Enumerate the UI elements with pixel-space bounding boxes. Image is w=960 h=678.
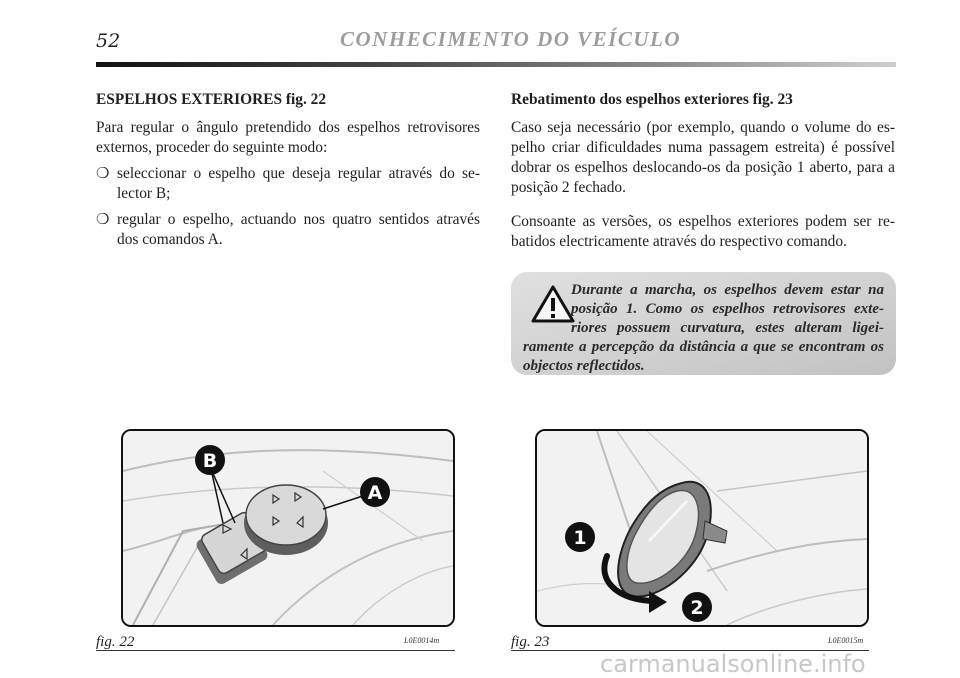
bullet-circle-icon: ❍	[96, 166, 110, 182]
figure-22-illustration	[121, 429, 455, 627]
figure-23-illustration	[535, 429, 869, 627]
header-rule	[96, 62, 896, 67]
list-item-text: regular o espelho, actuando nos quatro sentidos através dos comandos A.	[117, 211, 480, 248]
list-item	[96, 164, 480, 204]
folding-paragraph: Caso seja necessário (por exemplo, quando o volume do espelho criar dificuldades numa passagem estreita) é possível dobrar os espelhos deslocando-os da posição 1 aberto, para a posição 2 fechado.	[511, 119, 895, 196]
running-header: CONHECIMENTO DO VEÍCULO	[340, 27, 681, 51]
warning-box	[511, 272, 896, 375]
page-number: 52	[96, 30, 121, 52]
warning-text: Durante a marcha, os espelhos devem estar na posição 1. Como os espelhos retrovisores exteriores possuem curvatura, estes alteram ligeiramente a percepção da distância a que se encontram os objectos reflectidos.	[523, 282, 884, 374]
callout-2	[682, 592, 712, 622]
mirror-control-a	[244, 485, 328, 555]
svg-text:B: B	[202, 450, 218, 472]
callout-1	[565, 522, 595, 552]
warning-text-block	[523, 281, 884, 376]
figure-22-code: L0E0014m	[404, 636, 440, 645]
watermark-link[interactable]: carmanualsonline.info	[600, 650, 866, 678]
instruction-list	[96, 164, 480, 250]
svg-text:1: 1	[573, 527, 587, 549]
section-heading-exterior-mirrors: ESPELHOS EXTERIORES fig. 22	[96, 91, 327, 108]
figure-23-code: L0E0015m	[828, 636, 864, 645]
list-item	[96, 210, 480, 250]
svg-text:2: 2	[690, 597, 704, 619]
callout-a	[360, 477, 390, 507]
figure-22-caption: fig. 22	[96, 634, 135, 650]
right-column	[511, 90, 895, 258]
list-item-text: seleccionar o espelho que deseja regular através do selector B;	[117, 165, 480, 202]
intro-paragraph: Para regular o ângulo pretendido dos espelhos retrovisores externos, proceder do seguinte modo:	[96, 119, 480, 156]
section-heading-folding-mirrors: Rebatimento dos espelhos exteriores fig. 23	[511, 91, 793, 108]
left-column	[96, 90, 480, 256]
figure-23-caption: fig. 23	[511, 634, 550, 650]
callout-b	[195, 445, 225, 475]
versions-paragraph: Consoante as versões, os espelhos exteriores podem ser rebatidos electricamente através do respectivo comando.	[511, 213, 895, 250]
bullet-circle-icon: ❍	[96, 212, 110, 228]
svg-text:A: A	[367, 482, 383, 504]
caption-rule	[96, 650, 455, 651]
